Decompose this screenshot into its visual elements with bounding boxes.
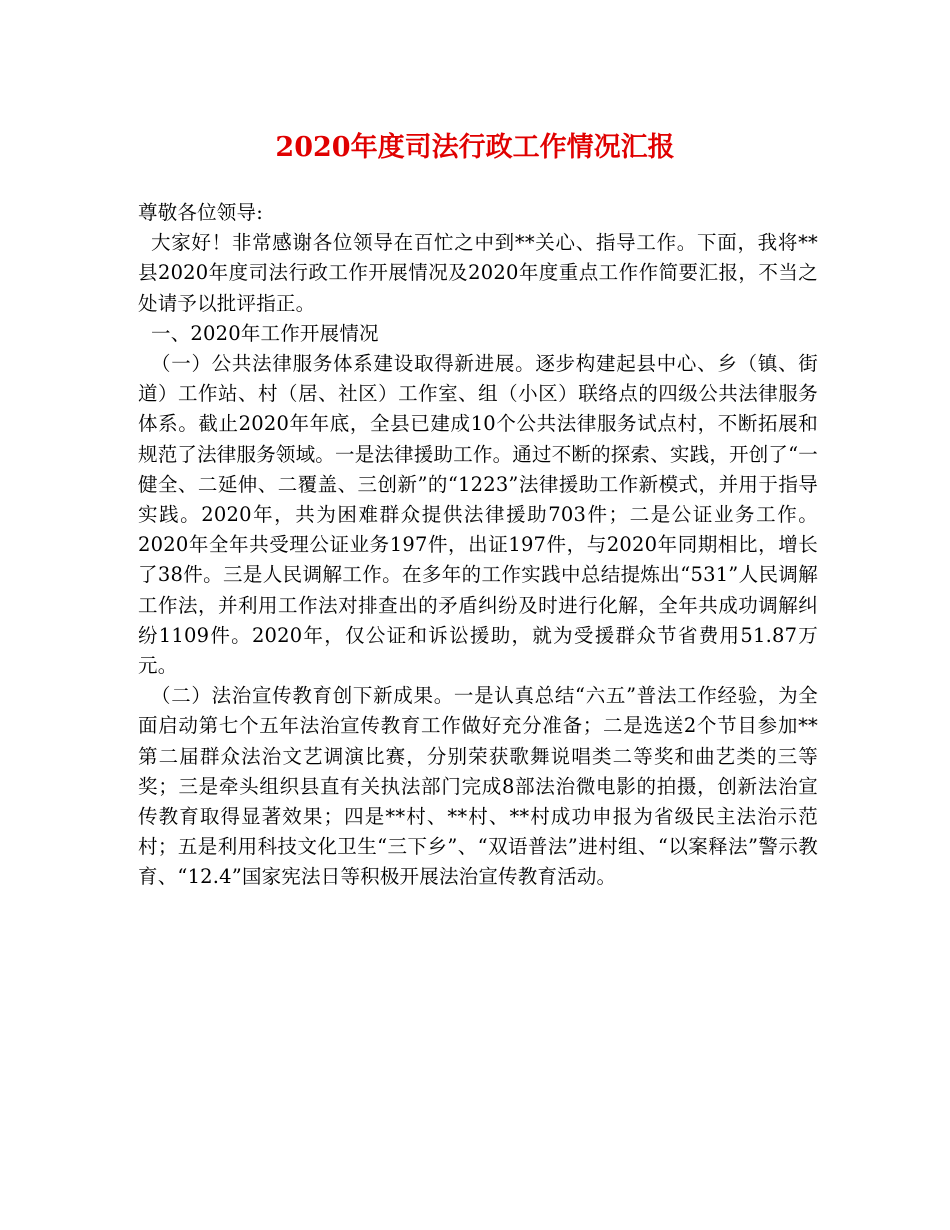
salutation: 尊敬各位领导: (138, 201, 263, 224)
paragraph-legal-education: （二）法治宣传教育创下新成果。一是认真总结“六五”普法工作经验，为全面启动第七个五年法治宣传教育工作做好充分准备；二是选送2个节目参加**第二届群众法治文艺调演比赛，分别荣获歌舞说唱类二等奖和曲艺类的三等奖；三是牵头组织县直有关执法部门完成8部法治微电影的拍摄，创新法治宣传教育取得显著效果；四是**村、**村、**村成功申报为省级民主法治示范村；五是利用科技文化卫生“三下乡”、“双语普法”进村组、“以案释法”警示教育、“12.4”国家宪法日等积极开展法治宣传教育活动。 (138, 684, 818, 889)
paragraph-intro: 大家好！非常感谢各位领导在百忙之中到**关心、指导工作。下面，我将**县2020年度司法行政工作开展情况及2020年度重点工作作简要汇报，不当之处请予以批评指正。 (138, 231, 818, 315)
paragraph-legal-services: （一）公共法律服务体系建设取得新进展。逐步构建起县中心、乡（镇、街道）工作站、村（居、社区）工作室、组（小区）联络点的四级公共法律服务体系。截止2020年年底，全县已建成10个公共法律服务试点村，不断拓展和规范了法律服务领域。一是法律援助工作。通过不断的探索、实践，开创了“一健全、二延伸、二覆盖、三创新”的“1223”法律援助工作新模式，并用于指导实践。2020年，共为困难群众提供法律援助703件；二是公证业务工作。2020年全年共受理公证业务197件，出证197件，与2020年同期相比，增长了38件。三是人民调解工作。在多年的工作实践中总结提炼出“531”人民调解工作法，并利用工作法对排查出的矛盾纠纷及时进行化解，全年共成功调解纠纷1109件。2020年，仅公证和诉讼援助，就为受援群众节省费用51.87万元。 (138, 352, 818, 678)
document-title: 2020年度司法行政工作情况汇报 (275, 132, 675, 163)
document-body (138, 198, 818, 893)
section-heading: 一、2020年工作开展情况 (151, 321, 379, 345)
